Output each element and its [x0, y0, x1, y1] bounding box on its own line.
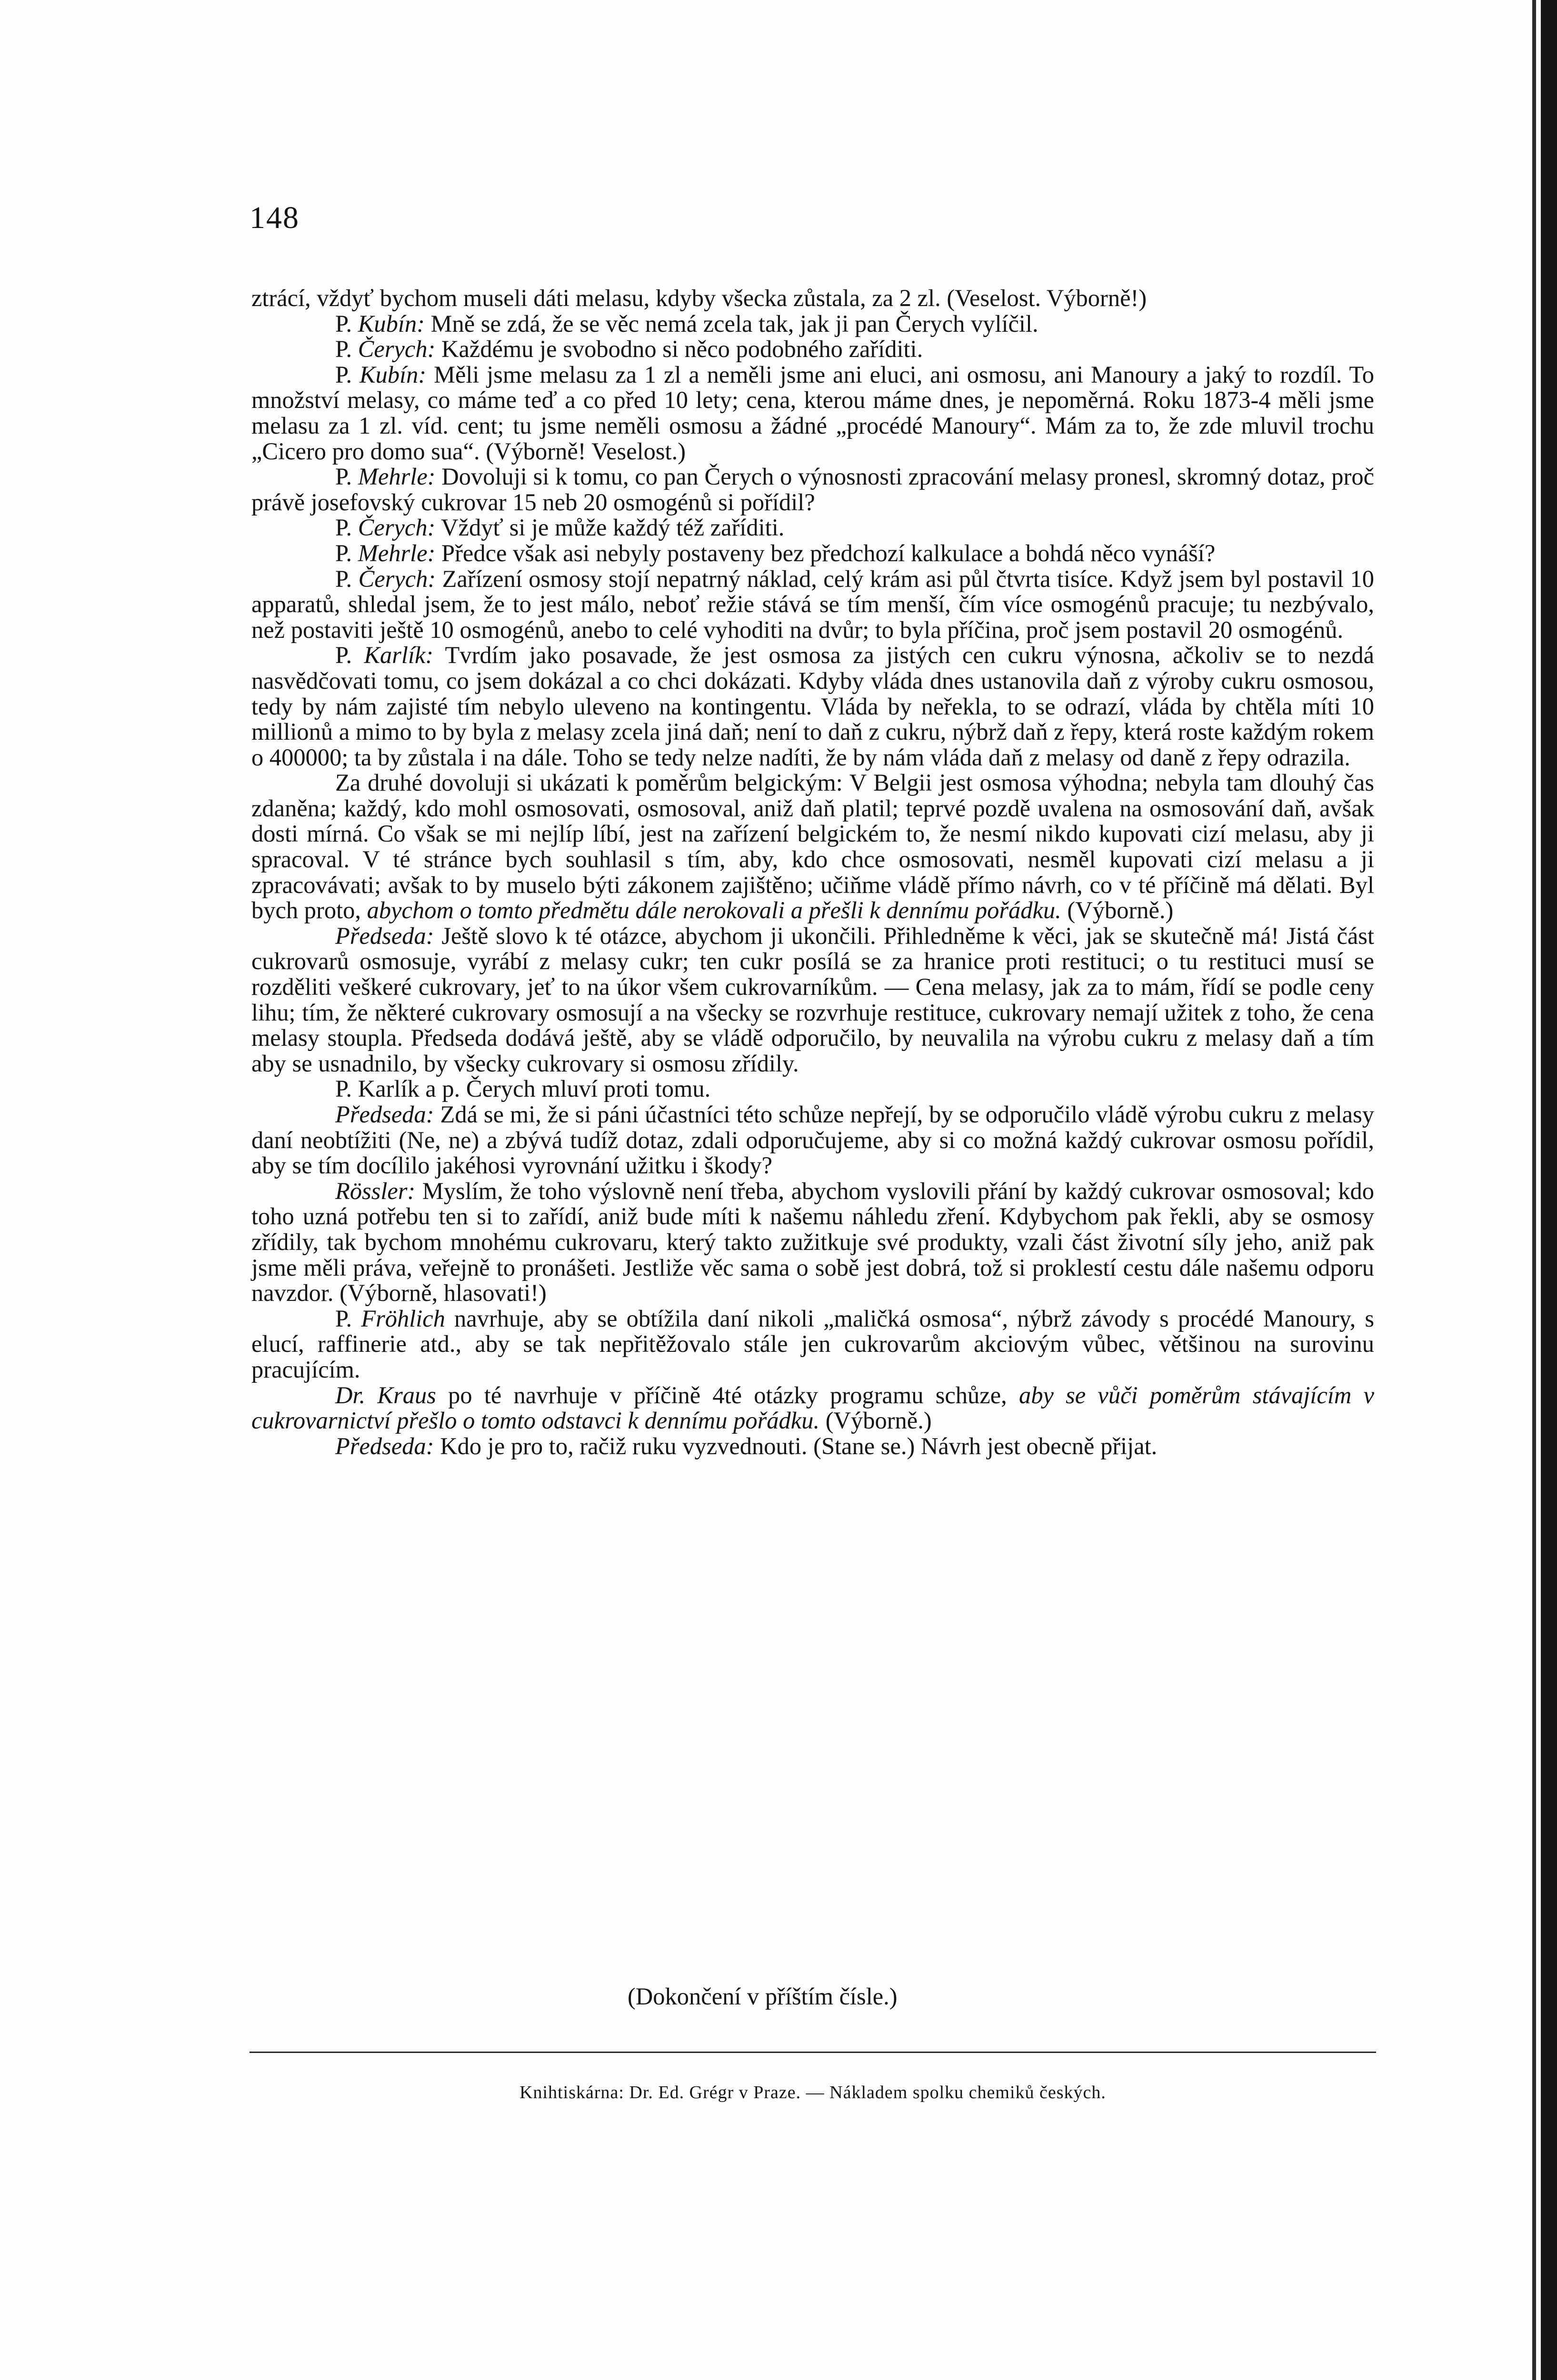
text-run: po té navrhuje v příčině 4té otázky programu schůze,: [436, 1381, 1019, 1408]
text-run: P.: [335, 1305, 361, 1332]
italic-text: aby se vůči poměrům stávajícím v cukrovarnictví přešlo o tomto odstavci k dennímu pořádku.: [251, 1381, 1374, 1434]
paragraph: [251, 1076, 1374, 1102]
text-run: Mně se zdá, že se věc nemá zcela tak, jak ji pan Čerych vylíčil.: [425, 310, 1038, 337]
text-run: P.: [335, 539, 358, 566]
paragraph: [251, 286, 1374, 311]
italic-text: Kubín:: [358, 310, 425, 337]
paragraph: [251, 566, 1374, 643]
text-run: Měli jsme melasu za 1 zl a neměli jsme ani eluci, ani osmosu, ani Manoury a jaký to rozdíl. To množství melasy, co máme teď a co před 10 lety; cena, kterou máme dnes, je nepoměrná. Roku 1873-4 měli jsme melasu za 1 zl. víd. cent; tu jsme neměli osmosu a žádné „procédé Manoury“. Mám za to, že zde mluvil trochu „Cicero pro domo sua“. (Výborně! Veselost.): [251, 361, 1374, 465]
text-run: Vždyť si je může každý též zaříditi.: [435, 514, 785, 541]
text-run: (Výborně.): [819, 1407, 932, 1434]
text-run: P.: [335, 565, 359, 592]
paragraph: [251, 1306, 1374, 1383]
text-run: Kdo je pro to, račiž ruku vyzvednouti. (Stane se.) Návrh jest obecně přijat.: [434, 1432, 1158, 1459]
text-run: P.: [335, 463, 358, 490]
italic-text: Kubín:: [359, 361, 427, 388]
text-run: Zdá se mi, že si páni účastníci této schůze nepřejí, by se odporučilo vládě výrobu cukru z melasy daní neobtížiti (Ne, ne) a zbývá tudíž dotaz, zdali odporučujeme, aby si co možná každý cukrovar osmosu pořídil, aby se tím docílilo jakéhosi vyrovnání užitku i škody?: [251, 1101, 1374, 1179]
paragraph: [251, 1434, 1374, 1459]
text-run: P.: [335, 336, 358, 363]
italic-text: Čerych:: [358, 565, 436, 592]
text-run: navrhuje, aby se obtížila daní nikoli „maličká osmosa“, nýbrž závody s procédé Manoury, s elucí, raffinerie atd., aby se tak nepřitěžovalo stále jen cukrovarům akciovým vůbec, většinou na surovinu pracujícím.: [251, 1305, 1374, 1383]
paragraph: [251, 1102, 1374, 1179]
paragraph: [251, 541, 1374, 566]
text-run: P.: [335, 361, 359, 388]
italic-text: Předseda:: [335, 1432, 434, 1459]
paragraph: [251, 770, 1374, 923]
italic-text: abychom o tomto předmětu dále nerokovali a přešli k dennímu pořádku.: [367, 897, 1061, 924]
text-run: Tvrdím jako posavade, že jest osmosa za jistých cen cukru výnosna, ačkoliv se to nezdá nasvědčovati tomu, co jsem dokázal a co chci dokázati. Kdyby vláda dnes ustanovila daň z výroby cukru osmosou, tedy by nám zajisté tím nebylo uleveno na kontingentu. Vláda by neřekla, to se odrazí, vláda by chtěla míti 10 millionů a mimo to by byla z melasy zcela jiná daň; není to daň z cukru, nýbrž daň z řepy, která roste každým rokem o 400000; ta by zůstala i na dále. Toho se tedy nelze nadíti, že by nám vláda daň z melasy od daně z řepy odrazila.: [251, 642, 1374, 771]
paragraph: [251, 1179, 1374, 1306]
paragraph: [251, 1383, 1374, 1434]
paragraph: [251, 337, 1374, 362]
italic-text: Dr. Kraus: [335, 1381, 436, 1408]
paragraph: [251, 362, 1374, 464]
italic-text: Čerych:: [358, 336, 436, 363]
text-run: Předce však asi nebyly postaveny bez předchozí kalkulace a bohdá něco vynáší?: [435, 539, 1216, 566]
italic-text: Předseda:: [335, 922, 434, 949]
text-run: Ještě slovo k té otázce, abychom ji ukončili. Přihledněme k věci, jak se skutečně má! Jistá část cukrovarů osmosuje, vyrábí z melasy cukr; ten cukr posílá se za hranice proti restituci; o tu restituci musí se rozděliti veškeré cukrovary, jeť to na úkor všem cukrovarníkům. — Cena melasy, jak za to mám, řídí se podle ceny lihu; tím, že některé cukrovary osmosují a na všecky se rozvrhuje restituce, cukrovary nemají užitek z toho, že cena melasy stoupla. Předseda dodává ještě, aby se vládě odporučilo, by neuvalila na výrobu cukru z melasy daň a tím aby se usnadnilo, by všecky cukrovary si osmosu zřídily.: [251, 922, 1374, 1077]
text-run: Dovoluji si k tomu, co pan Čerych o výnosnosti zpracování melasy pronesl, skromný dotaz, proč právě josefovský cukrovar 15 neb 20 osmogénů si pořídil?: [251, 463, 1374, 516]
italic-text: Rössler:: [335, 1177, 416, 1204]
paragraph: [251, 515, 1374, 541]
italic-text: Fröhlich: [361, 1305, 445, 1332]
scan-edge: [1541, 0, 1557, 2380]
page-number: 148: [250, 200, 299, 235]
italic-text: Mehrle:: [358, 463, 436, 490]
text-run: P. Karlík a p. Čerych mluví proti tomu.: [335, 1075, 711, 1102]
paragraph: [251, 923, 1374, 1077]
italic-text: Mehrle:: [358, 539, 436, 566]
footer-divider: [250, 2052, 1376, 2053]
text-run: Zařízení osmosy stojí nepatrný náklad, celý krám asi půl čtvrta tisíce. Když jsem byl postavil 10 apparatů, shledal jsem, že to jest málo, neboť režie stává se tím menší, čím více osmogénů pracuje; tu nezbývalo, než postaviti ještě 10 osmogénů, anebo to celé vyhoditi na dvůr; to byla příčina, proč jsem postavil 20 osmogénů.: [251, 565, 1375, 643]
imprint-footer: Knihtiskárna: Dr. Ed. Grégr v Praze. — Nákladem spolku chemiků českých.: [519, 2082, 1106, 2102]
text-run: Myslím, že toho výslovně není třeba, abychom vyslovili přání by každý cukrovar osmosoval; kdo toho uzná potřebu ten si to zařídí, aniž bude míti k našemu náhledu zření. Kdybychom pak řekli, aby se osmosy zřídily, tak bychom mnohému cukrovaru, který takto zužitkuje své produkty, vzali část životní síly jeho, aniž pak jsme měli práva, veřejně to pronášeti. Jestliže věc sama o sobě jest dobrá, tož si proklestí cestu dále našemu odporu navzdor. (Výborně, hlasovati!): [251, 1177, 1374, 1307]
paragraph: [251, 643, 1374, 770]
continuation-note: (Dokončení v příštím čísle.): [628, 1983, 898, 2010]
text-run: Za druhé dovoluji si ukázati k poměrům belgickým: V Belgii jest osmosa výhodna; nebyla tam dlouhý čas zdaněna; každý, kdo mohl osmosovati, osmosoval, aniž daň platil; teprvé pozdě uvalena na osmosování daň, avšak dosti mírná. Co však se mi nejlíp líbí, jest na zařízení belgickém to, že nesmí nikdo kupovati cizí melasu, aby ji spracoval. V té stránce bych souhlasil s tím, aby, kdo chce osmosovati, nesměl kupovati cizí melasu a ji zpracovávati; avšak to by muselo býti zákonem zajištěno; učiňme vládě přímo návrh, co v té příčině má dělati. Byl bych proto,: [251, 769, 1374, 924]
paragraph: [251, 464, 1374, 515]
text-run: Každému je svobodno si něco podobného zaříditi.: [435, 336, 923, 363]
text-run: P.: [335, 514, 358, 541]
italic-text: Čerych:: [358, 514, 436, 541]
text-run: (Výborně.): [1061, 897, 1174, 924]
italic-text: Předseda:: [335, 1101, 434, 1128]
text-run: P.: [335, 642, 364, 669]
text-run: ztrácí, vždyť bychom museli dáti melasu, kdyby všecka zůstala, za 2 zl. (Veselost. Výborně!): [251, 285, 1147, 311]
article-body: [251, 286, 1374, 1459]
paragraph: [251, 311, 1374, 337]
text-run: P.: [335, 310, 358, 337]
italic-text: Karlík:: [364, 642, 434, 669]
